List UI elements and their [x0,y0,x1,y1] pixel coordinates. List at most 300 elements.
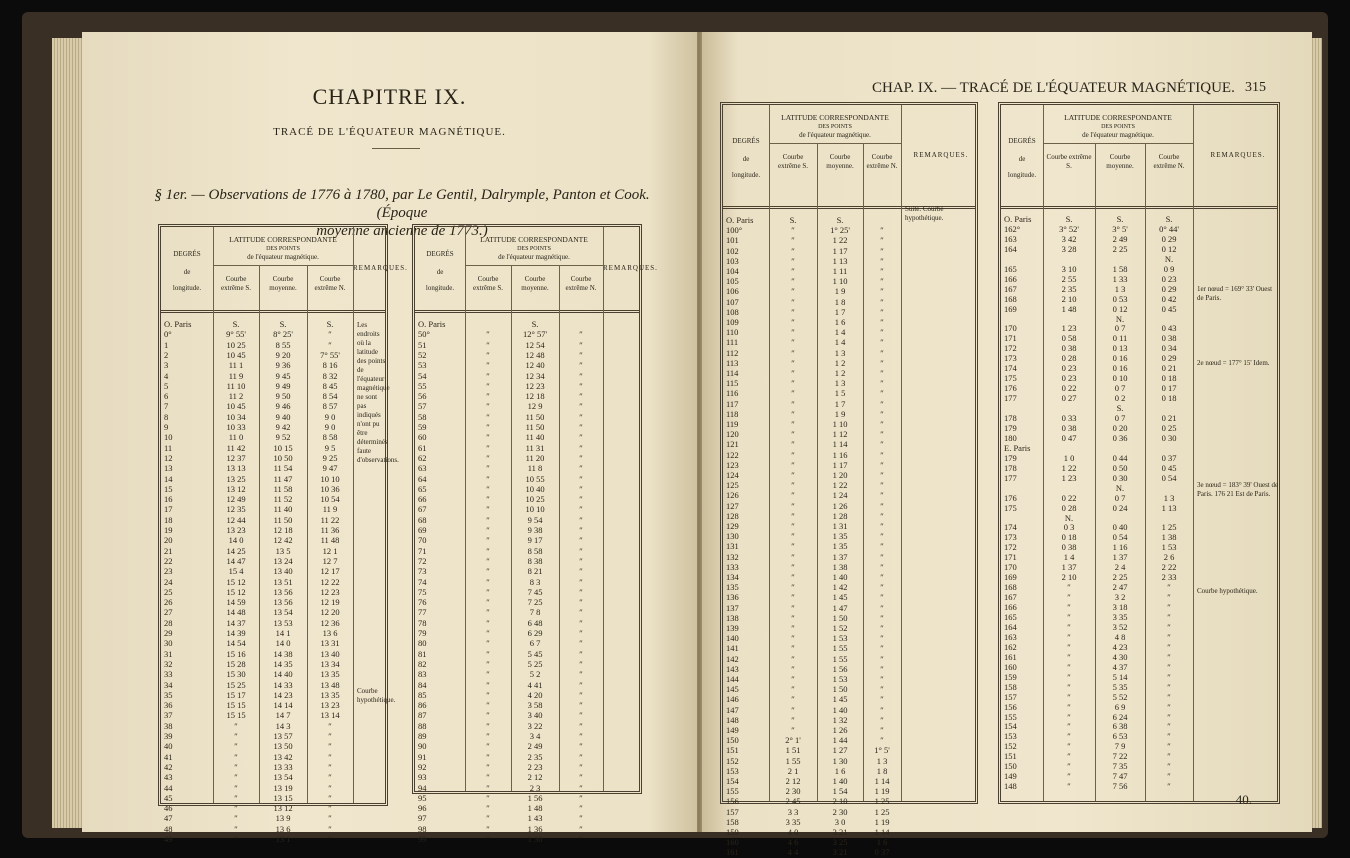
table-row [161,474,385,484]
cell-longitude: 38 [164,720,173,731]
cell-courbe-moyenne: 1 6 [834,317,846,327]
cell-courbe-n: 12 23 [320,586,340,597]
table-row [161,453,385,463]
header-latitude-3: de l'équateur magnétique. [799,131,871,139]
cell-courbe-s: ″ [791,317,795,327]
cell-longitude: 55 [418,380,427,391]
table-longitude-100-161 [720,102,978,858]
cell-courbe-n: ″ [579,803,583,814]
table-row [723,419,975,429]
cell-longitude: 172 [1004,542,1017,553]
table-row [415,680,639,690]
table-row [723,776,975,786]
cell-courbe-n: 8 16 [322,360,338,371]
cell-courbe-s: 0 28 [1061,502,1077,513]
cell-courbe-moyenne: 1 16 [832,449,848,460]
cell-courbe-n: ″ [579,370,583,381]
cell-courbe-s: 1 55 [785,755,801,766]
cell-courbe-s: ″ [486,628,490,638]
cell-courbe-moyenne: 0 16 [1112,363,1128,374]
cell-courbe-s: ″ [791,439,795,450]
cell-courbe-s: 11 2 [228,391,244,402]
cell-courbe-s: ″ [791,602,795,613]
cell-courbe-s: 1 4 [1063,552,1075,563]
table-row [161,350,385,360]
cell-courbe-moyenne: 1° 25' [830,225,850,236]
cell-longitude: 41 [164,751,173,762]
cell-courbe-moyenne: 13 54 [273,772,293,783]
cell-longitude: 46 [164,803,173,814]
cell-courbe-s: ″ [791,357,795,368]
cell-courbe-s: ″ [234,761,238,772]
cell-courbe-n: ″ [880,480,884,491]
table-row [161,329,385,339]
cell-courbe-n: ″ [880,337,884,348]
cell-courbe-moyenne: 0 24 [1112,502,1128,513]
cell-courbe-n: 2 6 [1163,552,1175,563]
header-col-n: Courbe extrême N. [565,275,597,292]
cell-courbe-moyenne: 1 22 [832,480,848,491]
cell-courbe-s: ″ [486,411,490,422]
cell-courbe-s: ″ [791,337,795,348]
cell-courbe-s: S. [789,215,797,225]
cell-courbe-s: ″ [791,388,795,399]
cell-courbe-n: ″ [880,449,884,460]
table-row [415,535,639,545]
table-row [723,541,975,551]
table-row [1001,235,1277,245]
cell-courbe-n: 2 22 [1161,562,1177,573]
cell-courbe-s: ″ [791,633,795,644]
cell-courbe-s: ″ [1067,612,1071,622]
cell-courbe-moyenne: S. [531,319,539,329]
cell-longitude: 169 [1004,572,1017,583]
cell-courbe-n: ″ [579,689,583,700]
cell-longitude: 128 [726,510,739,521]
cell-courbe-moyenne: 2 49 [1112,233,1128,244]
cell-courbe-s: ″ [791,551,795,562]
cell-courbe-s: ″ [234,803,238,814]
cell-courbe-n: ″ [579,514,583,525]
cell-courbe-s: ″ [791,643,795,654]
cell-courbe-n: 1 38 [1161,532,1177,543]
cell-courbe-n: ″ [579,628,583,638]
cell-longitude: 92 [418,761,427,772]
cell-longitude: 173 [1004,353,1017,364]
header-de: de [742,155,750,163]
cell-courbe-moyenne: 9 49 [275,380,291,391]
cell-courbe-moyenne: 9 20 [275,349,291,360]
cell-courbe-s: ″ [791,429,795,440]
table-header [161,227,408,313]
table-row [723,807,975,817]
cell-courbe-moyenne: 0 30 [1112,472,1128,483]
cell-courbe-n: ″ [880,572,884,582]
cell-longitude: 71 [418,545,427,556]
table-row [415,350,639,360]
table-row [723,480,975,490]
cell-courbe-s: 4 4 [787,847,799,858]
cell-courbe-moyenne: 6 9 [1114,701,1126,712]
table-row [161,535,385,545]
cell-courbe-moyenne: 13 42 [273,751,293,762]
cell-longitude: 88 [418,720,427,731]
cell-longitude: 103 [726,255,739,266]
cell-courbe-moyenne: 1 58 [1112,263,1128,274]
chapter-subtitle: TRACÉ DE L'ÉQUATEUR MAGNÉTIQUE. [273,126,506,138]
table-row [415,638,639,648]
cell-courbe-n: 13 40 [320,648,340,659]
cell-courbe-s: ″ [486,823,490,834]
left-page [82,32,697,844]
table-row [1001,394,1277,404]
cell-courbe-moyenne: 3 40 [527,710,543,721]
cell-courbe-n: ″ [880,276,884,287]
cell-courbe-s: 2 30 [785,786,801,797]
cell-courbe-moyenne: 9 45 [275,370,291,381]
remark-note: Courbe hypothétique. [357,687,396,704]
cell-courbe-n: 0 29 [1161,283,1177,294]
cell-longitude: 99 [418,834,427,844]
cell-longitude: 74 [418,576,427,587]
cell-longitude: 14 [164,473,173,484]
table-row [723,501,975,511]
cell-longitude: 167 [1004,283,1017,294]
cell-courbe-n: ″ [579,720,583,731]
cell-longitude: 146 [726,694,739,705]
cell-courbe-s: ″ [791,398,795,409]
cell-courbe-s: ″ [234,813,238,824]
table-row [415,721,639,731]
cell-courbe-s: ″ [486,360,490,371]
cell-longitude: 114 [726,368,739,378]
table-row [723,266,975,276]
cell-courbe-moyenne: 9 36 [275,360,291,371]
cell-courbe-n: ″ [328,792,332,803]
cell-longitude: 131 [726,541,739,552]
table-row [415,741,639,751]
cell-longitude: 105 [726,276,739,287]
cell-courbe-s: 4 6 [787,837,799,848]
cell-courbe-n: 12 19 [320,597,340,608]
cell-courbe-n: ″ [880,551,884,562]
table-row [1001,384,1277,394]
cell-longitude: 155 [726,786,739,797]
table-row [723,378,975,388]
cell-longitude: 166 [1004,273,1017,284]
cell-courbe-n: ″ [579,411,583,422]
table-row [161,463,385,473]
cell-courbe-s: 15 16 [226,648,246,659]
cell-courbe-n: ″ [579,339,583,350]
cell-longitude: 19 [164,525,173,535]
cell-courbe-n: ″ [579,442,583,453]
cell-longitude: 152 [1004,741,1017,752]
cell-courbe-n: ″ [880,245,884,256]
cell-courbe-moyenne: 7 25 [527,597,543,608]
table-row [723,623,975,633]
cell-courbe-s: ″ [486,463,490,474]
table-row [415,556,639,566]
cell-courbe-moyenne: 1 35 [832,531,848,542]
cell-courbe-moyenne: 13 54 [273,607,293,618]
cell-courbe-n: ″ [579,638,583,649]
cell-courbe-moyenne: 10 10 [525,504,545,515]
cell-courbe-s: ″ [791,347,795,358]
cell-courbe-s: ″ [1067,751,1071,762]
cell-courbe-moyenne: 4 23 [1112,641,1128,652]
cell-courbe-n: ″ [1167,592,1171,603]
cell-courbe-n: ″ [880,296,884,307]
cell-courbe-s: 2 12 [785,776,801,786]
cell-courbe-s: ″ [791,592,795,603]
table-row [723,337,975,347]
cell-longitude: 91 [418,751,427,762]
cell-courbe-n: ″ [1167,641,1171,652]
cell-courbe-moyenne: 1 55 [832,653,848,664]
cell-longitude: 178 [1004,462,1017,473]
table-row [1001,663,1277,673]
cell-courbe-n: ″ [328,731,332,741]
cell-courbe-n: 1 6 [876,837,888,848]
cell-courbe-n: ″ [579,576,583,587]
table-row [161,412,385,422]
cell-courbe-n: ″ [880,357,884,368]
cell-longitude: 51 [418,339,427,350]
cell-courbe-moyenne: 1 22 [832,235,848,246]
cell-courbe-s: 12 37 [226,452,246,463]
cell-courbe-moyenne: 6 7 [529,638,541,649]
cell-courbe-n: 1 53 [1161,542,1177,553]
table-row [723,235,975,245]
cell-courbe-moyenne: 13 12 [273,803,293,814]
header-col-m: Courbe moyenne. [521,275,549,292]
cell-longitude: 10 [164,432,173,443]
cell-courbe-n: N. [1164,253,1174,264]
cell-courbe-moyenne: 2 25 [1112,572,1128,583]
cell-courbe-s: 0 18 [1061,532,1077,543]
cell-courbe-n: ″ [880,561,884,572]
cell-courbe-moyenne: 8 21 [527,566,543,577]
table-row [1001,255,1277,265]
cell-longitude: 18 [164,514,173,525]
cell-longitude: 78 [418,617,427,628]
cell-longitude: 60 [418,432,427,443]
remark-note: 2e nœud = 177° 15' Idem. [1197,359,1270,367]
cell-courbe-moyenne: S. [1116,214,1124,224]
cell-courbe-moyenne: 14 0 [275,638,291,649]
table-row [723,256,975,266]
cell-courbe-n: ″ [579,452,583,463]
cell-courbe-s: 2 35 [1061,283,1077,294]
open-book [22,12,1328,858]
cell-courbe-n: ″ [880,674,884,684]
cell-longitude: 137 [726,602,739,613]
cell-courbe-s: 14 0 [228,535,244,546]
cell-courbe-moyenne: 1 44 [832,735,848,746]
table-header [723,105,975,209]
cell-longitude: 121 [726,439,739,450]
cell-courbe-n: 12 36 [320,617,340,628]
cell-courbe-n: 0 43 [1161,323,1177,334]
cell-courbe-n: ″ [579,648,583,659]
cell-courbe-s: ″ [486,370,490,381]
cell-courbe-n: ″ [579,679,583,690]
cell-courbe-moyenne: 12 54 [525,339,545,350]
cell-courbe-n: 7° 55' [320,349,340,360]
table-row [723,317,975,327]
table-row [723,348,975,358]
header-longitude: longitude. [1007,171,1037,179]
cell-longitude: 77 [418,607,427,618]
table-row [161,731,385,741]
cell-longitude: E. Paris [1004,442,1031,453]
cell-courbe-n: ″ [579,391,583,402]
cell-courbe-s: 11 42 [226,442,246,453]
cell-courbe-s: ″ [791,541,795,552]
cell-courbe-s: ″ [486,329,490,340]
cell-courbe-n: ″ [579,349,583,360]
cell-courbe-n: 10 54 [320,494,340,505]
cell-longitude: 57 [418,401,427,412]
cell-courbe-s: 11 1 [228,360,244,371]
cell-longitude: 178 [1004,413,1017,423]
cell-courbe-n: ″ [328,761,332,772]
cell-courbe-moyenne: 3 21 [832,847,848,858]
table-row [1001,424,1277,434]
cell-courbe-n: ″ [880,225,884,236]
table-row [1001,713,1277,723]
cell-courbe-moyenne: 1 40 [832,776,848,786]
cell-longitude: 163 [1004,233,1017,244]
cell-longitude: 59 [418,422,427,432]
cell-courbe-s: ″ [1067,651,1071,662]
table-row [415,834,639,844]
cell-courbe-s: 0 22 [1061,492,1077,503]
header-col-s: Courbe extrême S. [1046,153,1092,170]
header-latitude-2: DES POINTS [266,246,300,252]
header-degres: DEGRÉS [173,250,201,258]
cell-courbe-n: ″ [579,772,583,783]
cell-longitude: 151 [1004,751,1017,762]
cell-courbe-n: 8 57 [322,401,338,412]
cell-courbe-n: ″ [880,470,884,480]
cell-longitude: 153 [1004,731,1017,742]
cell-longitude: 149 [726,725,739,735]
cell-courbe-moyenne: 1 12 [832,429,848,440]
cell-longitude: 69 [418,525,427,535]
cell-courbe-moyenne: 0 10 [1112,373,1128,384]
cell-courbe-n: ″ [579,586,583,597]
cell-longitude: 109 [726,317,739,327]
cell-longitude: 9 [164,422,169,432]
cell-courbe-s: ″ [791,286,795,297]
table-row [723,276,975,286]
cell-courbe-moyenne: 1 56 [832,663,848,674]
cell-courbe-s: 3 28 [1061,243,1077,254]
table-row [415,453,639,463]
table-row [723,399,975,409]
table-row [1001,514,1277,524]
table-row [1001,265,1277,275]
cell-courbe-s: 14 39 [226,628,246,638]
cell-courbe-s: 12 44 [226,514,246,525]
header-longitude: longitude. [172,284,202,292]
cell-courbe-n: ″ [579,473,583,484]
cell-courbe-n: ″ [880,378,884,389]
table-row [161,432,385,442]
cell-courbe-s: 1 37 [1061,562,1077,573]
table-row [415,566,639,576]
cell-courbe-moyenne: 5 25 [527,658,543,669]
table-row [723,246,975,256]
table-row [723,715,975,725]
cell-courbe-n: 0 45 [1161,462,1177,473]
header-divider [465,265,603,266]
cell-courbe-moyenne: 1 35 [832,541,848,552]
cell-longitude: 158 [726,816,739,827]
cell-courbe-n: ″ [880,490,884,501]
cell-courbe-moyenne: 1 52 [832,623,848,633]
cell-courbe-moyenne: 12 23 [525,380,545,391]
table-row [723,654,975,664]
remark-note: Courbe hypothétique. [1197,587,1258,595]
cell-courbe-moyenne: 4 41 [527,679,543,690]
table-row [161,710,385,720]
cell-courbe-moyenne: 1 32 [832,714,848,725]
cell-courbe-s: ″ [1067,691,1071,702]
cell-courbe-s: ″ [486,803,490,814]
cell-longitude: 152 [726,755,739,766]
cell-courbe-s: 14 48 [226,607,246,618]
cell-courbe-n: 11 22 [320,514,340,525]
cell-longitude: 151 [726,745,739,756]
cell-courbe-s: ″ [234,731,238,741]
cell-courbe-s: 14 25 [226,545,246,556]
cell-longitude: O. Paris [418,319,446,329]
cell-courbe-n: ″ [880,714,884,725]
cell-courbe-s: ″ [486,339,490,350]
table-row [161,577,385,587]
cell-courbe-moyenne: 12 48 [525,349,545,360]
cell-courbe-n: ″ [1167,701,1171,712]
cell-longitude: 150 [1004,761,1017,772]
cell-courbe-moyenne: 1 28 [832,510,848,521]
cell-courbe-n: 12 22 [320,576,340,587]
table-row [415,463,639,473]
cell-courbe-s: ″ [486,452,490,463]
header-latitude-2: DES POINTS [818,124,852,130]
cell-longitude: 171 [1004,552,1017,563]
cell-courbe-s: ″ [486,349,490,360]
table-row [723,521,975,531]
table-row [415,401,639,411]
cell-courbe-n: ″ [880,694,884,705]
header-latitude-1: LATITUDE CORRESPONDANTE [781,113,889,122]
cell-courbe-moyenne: 0 54 [1112,532,1128,543]
cell-longitude: 134 [726,572,739,582]
table-row [161,752,385,762]
cell-courbe-s: 0 23 [1061,363,1077,374]
header-latitude-2: DES POINTS [1101,124,1135,130]
cell-courbe-s: ″ [791,500,795,511]
cell-courbe-n: ″ [880,388,884,399]
cell-courbe-moyenne: 5 2 [529,669,541,680]
cell-courbe-n: ″ [880,521,884,531]
cell-courbe-n: ″ [880,255,884,266]
table-row [1001,732,1277,742]
cell-longitude: 122 [726,449,739,460]
